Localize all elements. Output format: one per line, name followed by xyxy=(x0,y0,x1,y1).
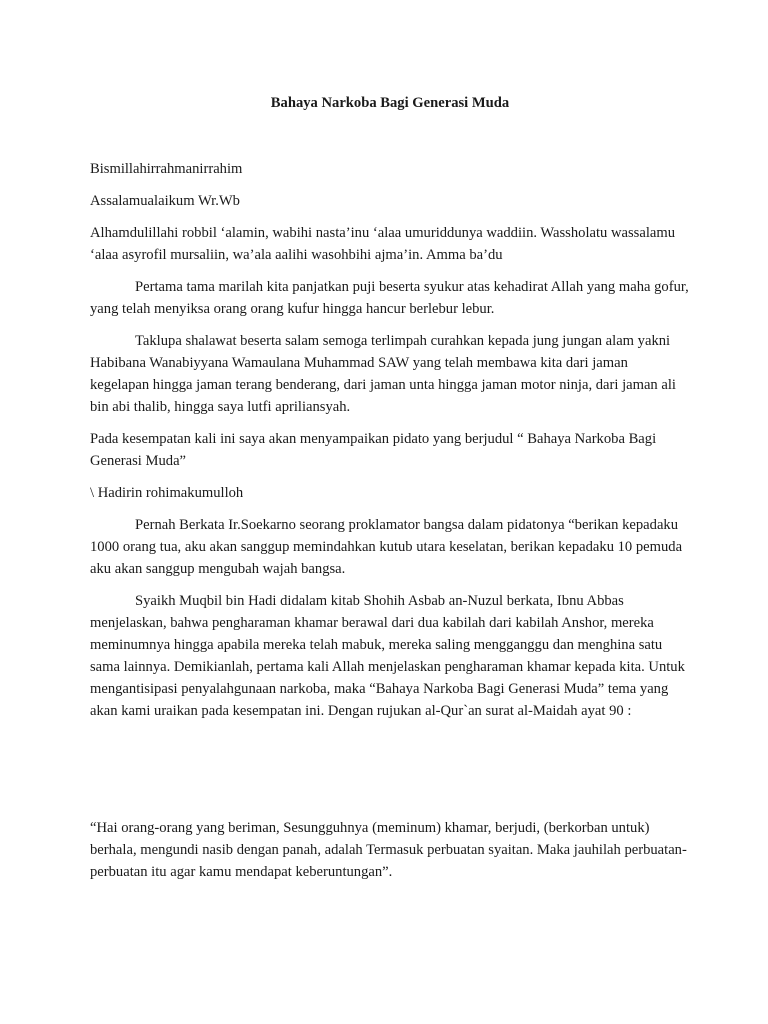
paragraph-soekarno: Pernah Berkata Ir.Soekarno seorang proklamator bangsa dalam pidatonya “berikan kepadaku 1000 orang tua, aku akan sanggup memindahkan kutub utara keselatan, berikan kepadaku 10 pemuda aku akan sanggup mengubah wajah bangsa. xyxy=(90,517,683,577)
paragraph-quran-quote: “Hai orang-orang yang beriman, Sesungguhnya (meminum) khamar, berjudi, (berkorban untuk) berhala, mengundi nasib dengan panah, adalah Termasuk perbuatan syaitan. Maka jauhilah perbuatan-perbuatan itu agar kamu mendapat keberuntungan”. xyxy=(90,820,687,880)
blank-space xyxy=(90,732,690,817)
opening-praise: Alhamdulillahi robbil ‘alamin, wabihi nasta’inu ‘alaa umuriddunya waddiin. Wassholatu wassalamu ‘alaa asyrofil mursaliin, wa’ala aalihi wasohbihi ajma’in. Amma ba’du xyxy=(90,225,676,263)
paragraph-topic: Pada kesempatan kali ini saya akan menyampaikan pidato yang berjudul “ Bahaya Narkoba Bagi Generasi Muda” xyxy=(90,431,657,469)
paragraph-shalawat: Taklupa shalawat beserta salam semoga terlimpah curahkan kepada jung jungan alam yakni Habibana Wanabiyyana Wamaulana Muhammad SAW yang telah membawa kita dari jaman kegelapan hingga jaman terang benderang, dari jaman unta hingga jaman motor ninja, dari jaman ali bin abi thalib, hingga saya lutfi apriliansyah. xyxy=(90,333,676,415)
paragraph-gratitude: Pertama tama marilah kita panjatkan puji beserta syukur atas kehadirat Allah yang maha gofur, yang telah menyiksa orang orang kufur hingga hancur berlebur lebur. xyxy=(90,279,689,317)
paragraph-muqbil: Syaikh Muqbil bin Hadi didalam kitab Shohih Asbab an-Nuzul berkata, Ibnu Abbas menjelaskan, bahwa pengharaman khamar berawal dari dua kabilah dari kabilah Anshor, mereka meminumnya hingga apabila mereka telah mabuk, mereka saling mengganggu dan menghina satu sama lainnya. Demikianlah, pertama kali Allah menjelaskan pengharaman khamar kepada kita. Untuk mengantisipasi penyalahgunaan narkoba, maka “Bahaya Narkoba Bagi Generasi Muda” tema yang akan kami uraikan pada kesempatan ini. Dengan rujukan al-Qur`an surat al-Maidah ayat 90 : xyxy=(90,593,685,719)
document-title: Bahaya Narkoba Bagi Generasi Muda xyxy=(270,95,510,111)
opening-basmalah: Bismillahirrahmanirrahim xyxy=(90,161,243,177)
opening-greeting: Assalamualaikum Wr.Wb xyxy=(90,193,240,209)
paragraph-audience: \ Hadirin rohimakumulloh xyxy=(90,485,244,501)
document-page xyxy=(90,80,690,893)
